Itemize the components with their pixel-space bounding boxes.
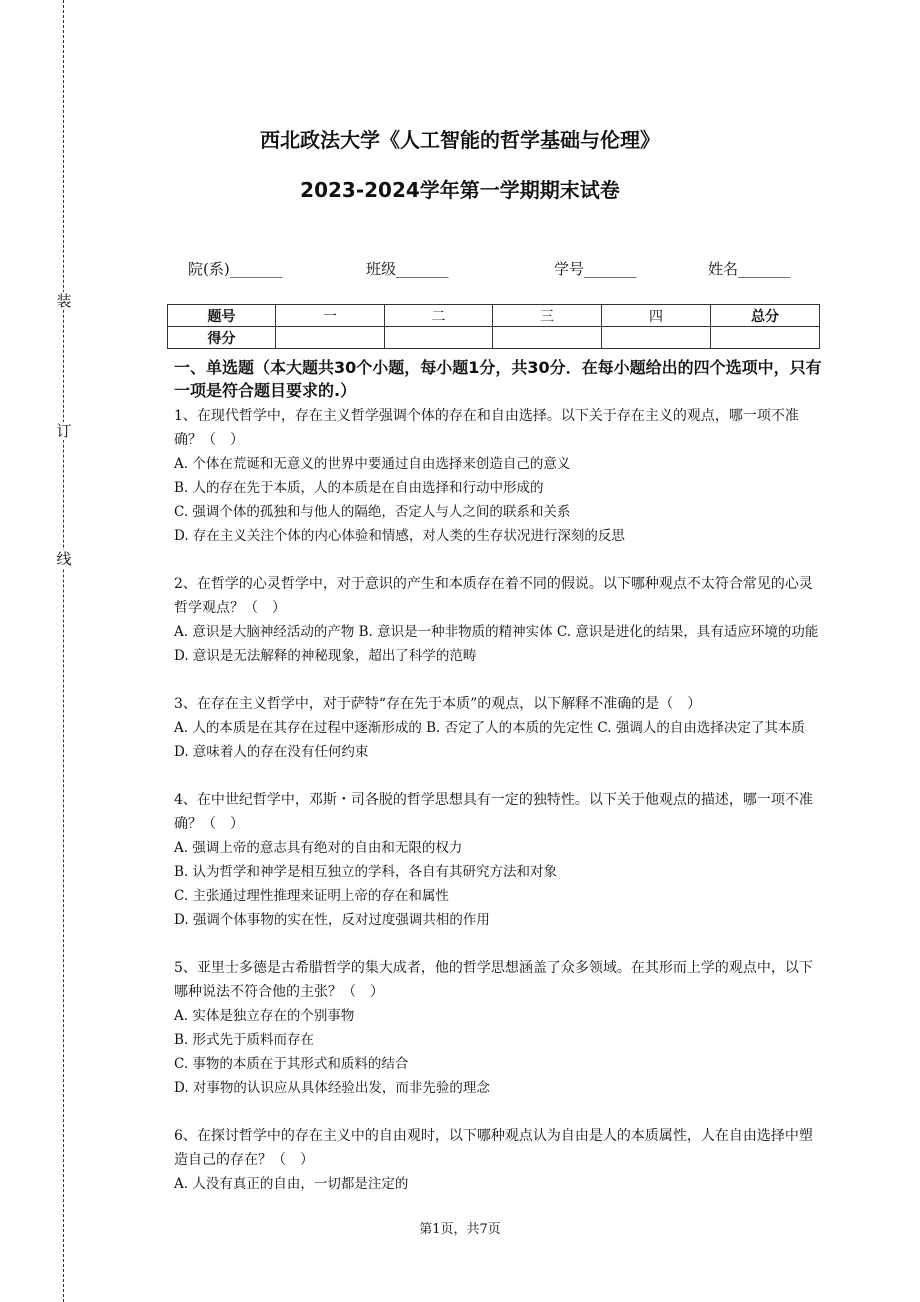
student-id-field[interactable]: 学号_______ [554, 260, 637, 278]
student-info-row [0, 258, 920, 280]
question-stem: 6、在探讨哲学中的存在主义中的自由观时，以下哪种观点认为自由是人的本质属性，人在自由选择中塑造自己的存在？（ ） [174, 1128, 813, 1168]
score-header-cell: 总分 [711, 305, 820, 327]
exam-title: 西北政法大学《人工智能的哲学基础与伦理》 [260, 128, 660, 152]
question-stem: 5、亚里士多德是古希腊哲学的集大成者，他的哲学思想涵盖了众多领域。在其形而上学的观点中，以下哪种说法不符合他的主张？（ ） [174, 960, 813, 1000]
option-c[interactable]: C. 强调个体的孤独和与他人的隔绝，否定人与人之间的联系和关系 [174, 504, 571, 520]
option-b[interactable]: B. 人的存在先于本质，人的本质是在自由选择和行动中形成的 [174, 480, 544, 496]
option-d[interactable]: D. 对事物的认识应从具体经验出发，而非先验的理念 [174, 1080, 490, 1096]
question-stem: 3、在存在主义哲学中，对于萨特“存在先于本质”的观点，以下解释不准确的是（ ） [174, 696, 702, 712]
score-table [167, 304, 820, 349]
question-3 [174, 692, 822, 764]
option-d[interactable]: D. 存在主义关注个体的内心体验和情感，对人类的生存状况进行深刻的反思 [174, 528, 625, 544]
name-field[interactable]: 姓名_______ [708, 260, 791, 278]
page-footer: 第1页，共7页 [419, 1222, 501, 1237]
binding-char-xian: 线 [56, 550, 72, 568]
score-input-cell[interactable] [385, 327, 493, 349]
option-a[interactable]: A. 实体是独立存在的个别事物 [174, 1008, 355, 1024]
option-a[interactable]: A. 强调上帝的意志具有绝对的自由和无限的权力 [174, 840, 463, 856]
score-input-cell[interactable] [711, 327, 820, 349]
question-stem: 4、在中世纪哲学中，邓斯・司各脱的哲学思想具有一定的独特性。以下关于他观点的描述，哪一项不准确？（ ） [174, 792, 813, 832]
option-b[interactable]: B. 认为哲学和神学是相互独立的学科，各自有其研究方法和对象 [174, 864, 558, 880]
score-table-score-row [168, 327, 820, 349]
score-label-cell: 得分 [168, 327, 276, 349]
score-header-cell: 三 [493, 305, 602, 327]
option-a[interactable]: A. 个体在荒诞和无意义的世界中要通过自由选择来创造自己的意义 [174, 456, 571, 472]
question-5 [174, 956, 822, 1100]
question-stem: 1、在现代哲学中，存在主义哲学强调个体的存在和自由选择。以下关于存在主义的观点，哪一项不准确？（ ） [174, 408, 799, 448]
question-6 [174, 1124, 822, 1196]
score-header-cell: 四 [602, 305, 711, 327]
option-d[interactable]: D. 强调个体事物的实在性，反对过度强调共相的作用 [174, 912, 490, 928]
option-c[interactable]: C. 事物的本质在于其形式和质料的结合 [174, 1056, 409, 1072]
score-header-cell: 题号 [168, 305, 276, 327]
options-inline[interactable]: A. 意识是大脑神经活动的产物 B. 意识是一种非物质的精神实体 C. 意识是进化的结果，具有适应环境的功能 D. 意识是无法解释的神秘现象，超出了科学的范畴 [174, 624, 819, 664]
exam-content [174, 356, 822, 1220]
option-a[interactable]: A. 人没有真正的自由，一切都是注定的 [174, 1176, 409, 1192]
score-header-cell: 二 [385, 305, 493, 327]
exam-subtitle: 2023-2024学年第一学期期末试卷 [300, 178, 620, 202]
class-field[interactable]: 班级_______ [366, 260, 449, 278]
question-stem: 2、在哲学的心灵哲学中，对于意识的产生和本质存在着不同的假说。以下哪种观点不太符合常见的心灵哲学观点？（ ） [174, 576, 813, 616]
binding-char-zhuang: 装 [56, 292, 72, 310]
options-inline[interactable]: A. 人的本质是在其存在过程中逐渐形成的 B. 否定了人的本质的先定性 C. 强调人的自由选择决定了其本质 D. 意味着人的存在没有任何约束 [174, 720, 805, 760]
question-4 [174, 788, 822, 932]
score-input-cell[interactable] [493, 327, 602, 349]
score-input-cell[interactable] [276, 327, 385, 349]
option-c[interactable]: C. 主张通过理性推理来证明上帝的存在和属性 [174, 888, 449, 904]
score-input-cell[interactable] [602, 327, 711, 349]
college-field[interactable]: 院(系)_______ [188, 260, 283, 278]
binding-char-ding: 订 [56, 422, 72, 440]
question-1 [174, 404, 822, 548]
option-b[interactable]: B. 形式先于质料而存在 [174, 1032, 315, 1048]
score-table-header-row [168, 305, 820, 327]
section-heading: 一、单选题（本大题共30个小题，每小题1分，共30分．在每小题给出的四个选项中，只有一项是符合题目要求的.） [174, 358, 822, 400]
question-2 [174, 572, 822, 668]
score-header-cell: 一 [276, 305, 385, 327]
